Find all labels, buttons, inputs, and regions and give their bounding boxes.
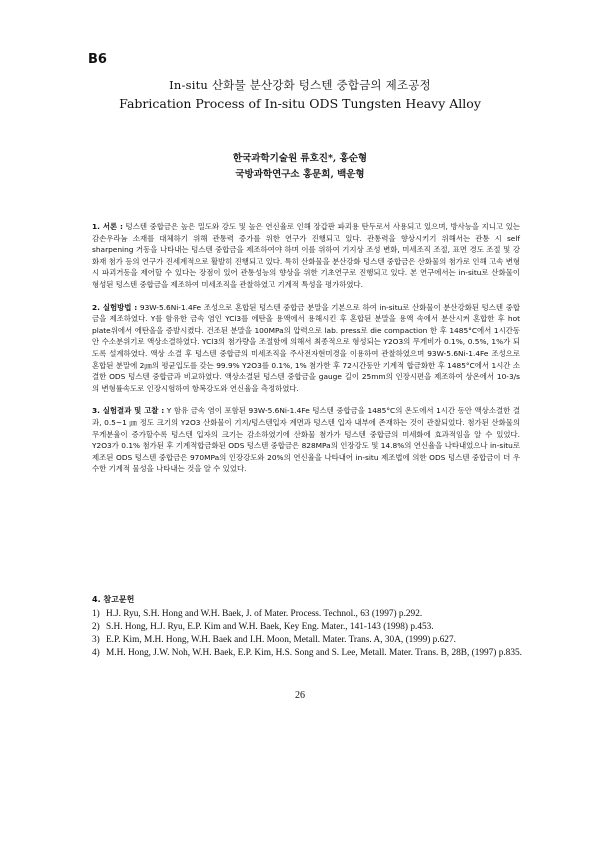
author-line-2: 국방과학연구소 홍문희, 백운형 — [235, 169, 365, 180]
section-heading: 2. 실험방법 : — [92, 302, 138, 312]
reference-text: H.J. Ryu, S.H. Hong and W.H. Baek, J. of Mater. Process. Technol., 63 (1997) p.292. — [106, 609, 423, 619]
page-number: 26 — [295, 690, 305, 701]
session-code: B6 — [88, 52, 107, 67]
section-text: 93W-5.6Ni-1.4Fe 조성으로 혼합된 텅스텐 중합금 분말을 기본으로 하여 in-situ로 산화물이 분산강화된 텅스텐 중합금을 제조하였다. Y를 함유한 금속 염인 YCl3를 에탄올 용액에서 용해시킨 후 혼합된 분말을 용액 속에서 분산시켜 혼합한 후 hot plate위에서 에탄올을 증발시켰다. 건조된 분말을 100MPa의 압력으로 lab. press로 die compaction 한 후 1485°C에서 1시간동안 수소분위기로 액상소결하였다. YCl3의 첨가량을 조절함에 의해서 최종적으로 형성되는 Y2O3의 무게비가 0.1%, 0.5%, 1%가 되도록 설계하였다. 액상 소결 후 텅스텐 중합금의 미세조직을 주사전자현미경을 이용하여 관찰하였으며 93W-5.6Ni-1.4Fe 조성으로 혼합된 분말에 2㎛의 평균입도를 갖는 99.9% Y2O3를 0.1%, 1% 첨가한 후 72시간동안 기계적 합금화한 후 1485°C에서 1시간 소결한 ODS 텅스텐 중합금과 비교하였다. 액상소결된 텅스텐 중합금을 gauge 길이 25mm의 인장시편을 제조하여 상온에서 10-3/s의 변형률속도로 인장시험하여 항복강도와 연신율을 측정하였다. — [92, 302, 520, 393]
section-introduction — [92, 221, 520, 291]
references-heading: 4. 참고문헌 — [92, 595, 135, 604]
reference-number: 3) — [92, 635, 100, 645]
reference-number: 2) — [92, 622, 100, 632]
section-heading: 1. 서론 : — [92, 222, 123, 231]
section-heading: 3. 실험결과 및 고찰 : — [92, 406, 165, 416]
section-results — [92, 405, 520, 475]
paper-body — [92, 221, 520, 486]
title-korean: In-situ 산화물 분산강화 텅스텐 중합금의 제조공정 — [169, 78, 431, 92]
reference-text: E.P. Kim, M.H. Hong, W.H. Baek and I.H. Moon, Metall. Mater. Trans. A, 30A, (1999) p.627. — [106, 635, 456, 645]
reference-text: S.H. Hong, H.J. Ryu, E.P. Kim and W.H. Baek, Key Eng. Mater., 141-143 (1998) p.453. — [106, 622, 434, 632]
reference-item — [92, 621, 522, 634]
section-text: Y 함유 금속 염이 포함된 93W-5.6Ni-1.4Fe 텅스텐 중합금을 1485°C의 온도에서 1시간 동안 액상소결한 결과, 0.5~1 ㎛ 정도 크기의 Y2O3 산화물이 기지/텅스텐입자 계면과 텅스텐 입자 내부에 존재하는 것이 관찰되었다. 첨가된 산화물의 무게분율이 증가할수록 텅스텐 입자의 크기는 감소하였기에 산화물 첨가가 텅스텐 중합금의 미세화에 효과적임을 알 수 있었다. Y2O3가 0.1% 첨가된 후 기계적합금화된 ODS 텅스텐 중합금은 828MPa의 인장강도 및 14.8%의 연신율을 나타내었으나 in-situ로 제조된 ODS 텅스텐 중합금은 970MPa의 인장강도와 20%의 연신율을 나타내어 in-situ 제조법에 의한 ODS 텅스텐 중합금이 더 우수한 기계적 물성을 나타내는 것을 알 수 있었다. — [92, 406, 520, 474]
reference-text: M.H. Hong, J.W. Noh, W.H. Baek, E.P. Kim, H.S. Song and S. Lee, Metall. Mater. Trans. B, 28B, (1997) p.835. — [106, 648, 522, 658]
reference-number: 1) — [92, 609, 100, 619]
section-text: 텅스텐 중합금은 높은 밀도와 강도 및 높은 연신율로 인해 장갑판 파괴용 탄두로서 사용되고 있으며, 방사능을 지니고 있는 감손우라늄 소재를 대체하기 위해 관통력 증가를 위한 연구가 진행되고 있다. 관통력을 향상시키기 위해서는 관통 시 self sharpening 거동을 나타내는 텅스텐 중합금을 제조하여야 하며 이를 위하여 기지상 조성 변화, 미세조직 조절, 표면 경도 조절 및 강화재 첨가 등의 연구가 진세계적으로 활발히 진행되고 있다. 특히 산화물을 분산강화 텅스텐 중합금은 산화물의 첨가로 인해 고속 변형 시 파괴거동을 제어할 수 있다는 장점이 있어 관통성능의 향상을 위한 기초연구로 진행되고 있다. 본 연구에서는 in-situ로 산화물이 형성된 텅스텐 중합금을 제조하여 미세조직을 관찰하였고 기계적 특성을 평가하였다. — [92, 222, 520, 289]
author-line-1: 한국과학기술원 류호진*, 홍순형 — [232, 153, 368, 164]
reference-item — [92, 647, 522, 660]
reference-number: 4) — [92, 648, 100, 658]
reference-item — [92, 608, 522, 621]
section-methods — [92, 302, 520, 395]
title-english: Fabrication Process of In-situ ODS Tungsten Heavy Alloy — [119, 96, 481, 111]
author-block — [60, 151, 540, 183]
references — [92, 593, 522, 660]
reference-item — [92, 634, 522, 647]
